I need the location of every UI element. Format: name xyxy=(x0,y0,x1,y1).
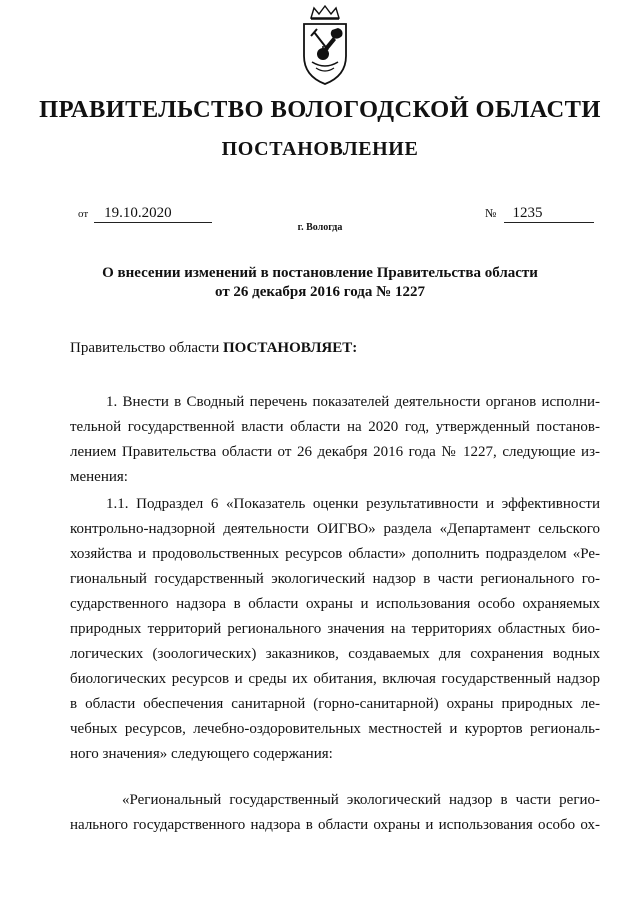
paragraph-line: гиональный государственный экологический надзор в части регионального го- xyxy=(70,571,600,587)
paragraph-1 xyxy=(70,390,600,490)
city-label: г. Вологда xyxy=(297,222,343,233)
paragraph-line: «Региональный государственный экологический надзор в части регио- xyxy=(122,792,600,808)
paragraph-line: нального государственного надзора в области охраны и использования особо ох- xyxy=(70,817,600,833)
document-number xyxy=(485,205,594,223)
paragraph-line: тельной государственной власти области на 2020 год, утвержденный постанов- xyxy=(70,419,600,435)
subject-line: О внесении изменений в постановление Правительства области xyxy=(102,265,538,281)
number-prefix: № xyxy=(485,206,497,220)
paragraph-line: 1.1. Подраздел 6 «Показатель оценки результативности и эффективности xyxy=(106,496,600,512)
date-value: 19.10.2020 xyxy=(94,205,212,223)
document-subject xyxy=(0,264,640,302)
number-value: 1235 xyxy=(504,205,594,223)
document-type-heading: ПОСТАНОВЛЕНИЕ xyxy=(221,138,419,160)
paragraph-line: в области обеспечения санитарной (горно-санитарной) охраны природных ле- xyxy=(70,696,600,712)
paragraph-line: природных территорий регионального значения на территориях областных био- xyxy=(70,621,600,637)
preamble xyxy=(70,340,357,357)
paragraph-line: хозяйства и продовольственных ресурсов области» дополнить подразделом «Ре- xyxy=(70,546,600,562)
paragraph-1-1 xyxy=(70,492,600,767)
date-prefix: от xyxy=(78,208,89,220)
paragraph-line: лением Правительства области от 26 декабря 2016 года № 1227, следующие из- xyxy=(70,444,600,460)
paragraph-line: биологических ресурсов и среды их обитания, включая государственный надзор xyxy=(70,671,600,687)
preamble-text: Правительство области xyxy=(70,340,223,356)
paragraph-line: сударственного надзора в области охраны и использования особо охраняемых xyxy=(70,596,600,612)
vologda-coat-of-arms-icon xyxy=(298,4,352,86)
subject-line: от 26 декабря 2016 года № 1227 xyxy=(215,284,425,300)
document-date xyxy=(78,205,212,223)
paragraph-line: контрольно-надзорной деятельности ОИГВО» раздела «Департамент сельского xyxy=(70,521,600,537)
paragraph-line: 1. Внести в Сводный перечень показателей деятельности органов исполни- xyxy=(106,394,600,410)
government-title: ПРАВИТЕЛЬСТВО ВОЛОГОДСКОЙ ОБЛАСТИ xyxy=(39,96,601,123)
paragraph-line: чебных ресурсов, лечебно-оздоровительных местностей и курортов региональ- xyxy=(70,721,600,737)
paragraph-line: ного значения» следующего содержания: xyxy=(70,746,333,762)
paragraph-line: менения: xyxy=(70,469,128,485)
preamble-resolves: ПОСТАНОВЛЯЕТ: xyxy=(222,340,358,356)
paragraph-line: логических (зоологических) заказников, создаваемых для сохранения водных xyxy=(70,646,600,662)
quoted-subsection xyxy=(70,788,600,838)
